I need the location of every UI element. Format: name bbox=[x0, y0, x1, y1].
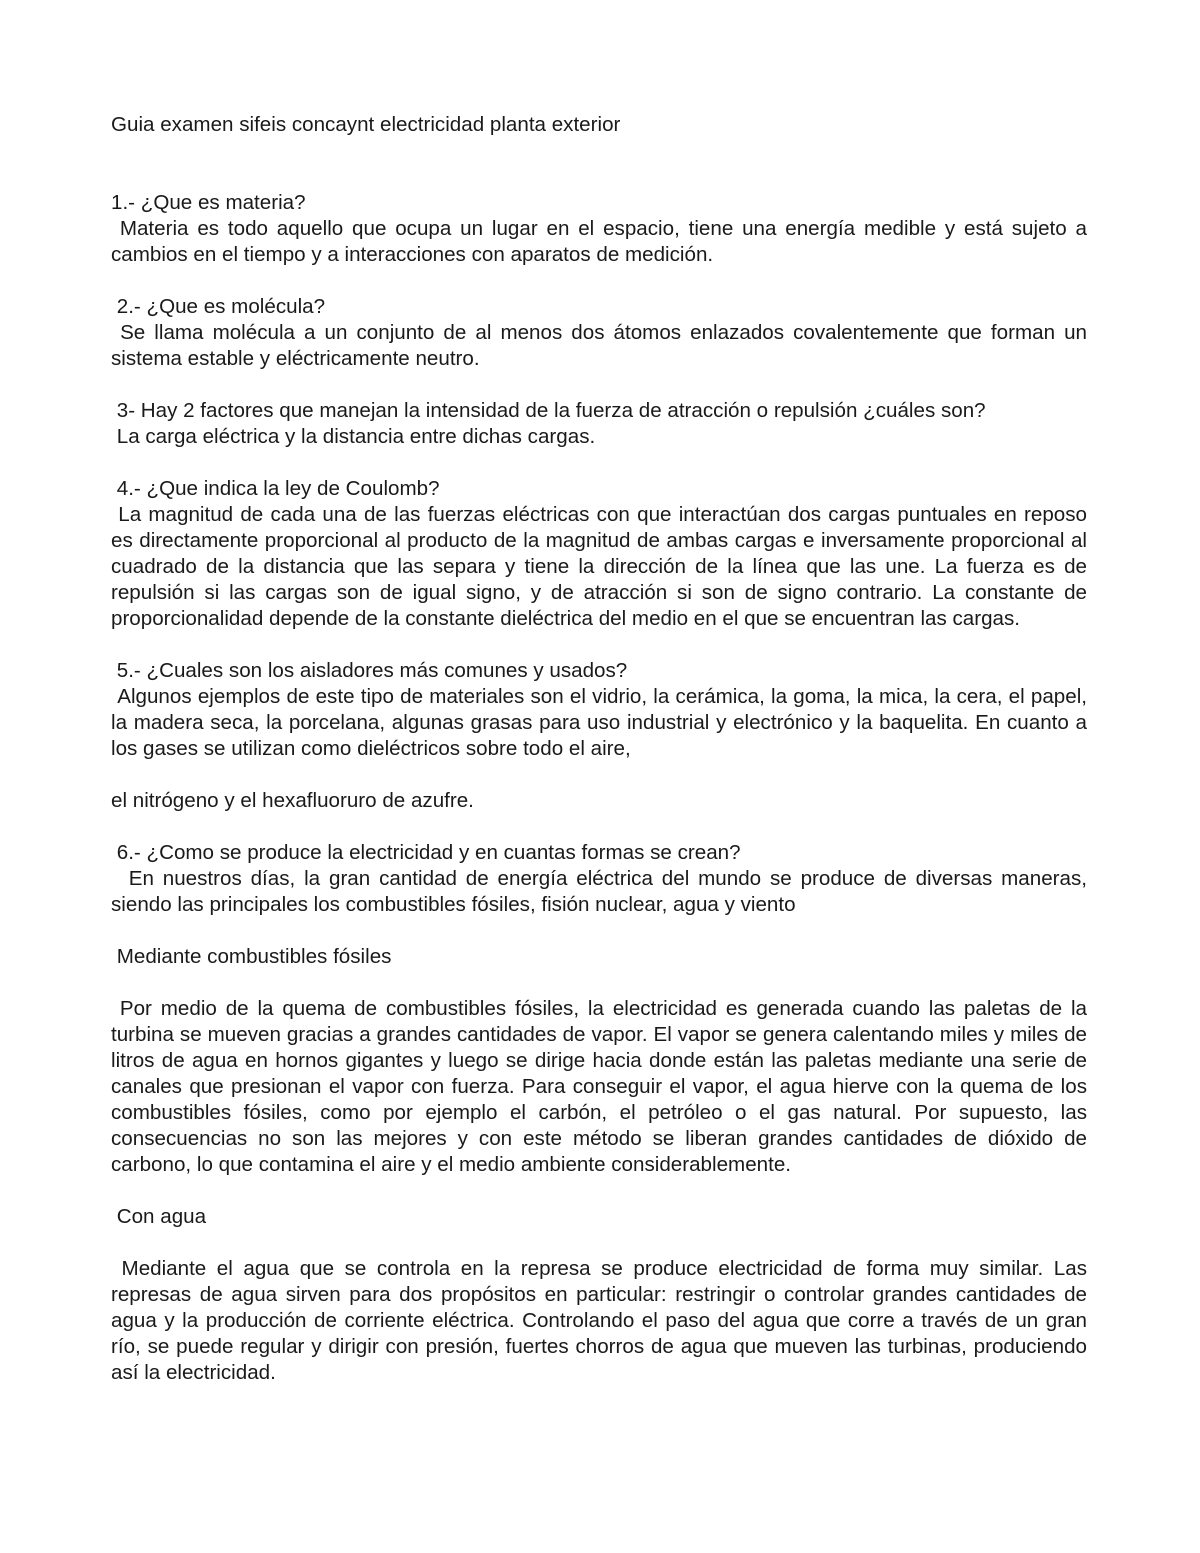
question-3-text: 3- Hay 2 factores que manejan la intensidad de la fuerza de atracción o repulsión ¿cuáles son? bbox=[111, 399, 986, 422]
question-2-text: 2.- ¿Que es molécula? bbox=[111, 295, 326, 318]
answer-4-text: La magnitud de cada una de las fuerzas eléctricas con que interactúan dos cargas puntuales en reposo es directamente proporcional al producto de la magnitud de ambas cargas e inversamente proporcional al cuadrado de la distancia que las separa y tiene la dirección de la línea que las une. La fuerza es de repulsión si las cargas son de igual signo, y de atracción si son de signo contrario. La constante de proporcionalidad depende de la constante dieléctrica del medio en el que se encuentran las cargas. bbox=[111, 503, 1093, 630]
question-4 bbox=[111, 476, 1093, 632]
document-page bbox=[111, 112, 1093, 1412]
answer-3-text: La carga eléctrica y la distancia entre dichas cargas. bbox=[111, 425, 596, 448]
question-4-text: 4.- ¿Que indica la ley de Coulomb? bbox=[111, 477, 440, 500]
answer-6-text: En nuestros días, la gran cantidad de energía eléctrica del mundo se produce de diversas maneras, siendo las principales los combustibles fósiles, fisión nuclear, agua y viento bbox=[111, 867, 1093, 916]
question-1 bbox=[111, 190, 1093, 268]
subsection-water-text: Mediante el agua que se controla en la represa se produce electricidad de forma muy similar. Las represas de agua sirven para dos propósitos en particular: restringir o controlar grandes cantidades de agua y la producción de corriente eléctrica. Controlando el paso del agua que corre a través de un gran río, se puede regular y dirigir con presión, fuertes chorros de agua que mueven las turbinas, produciendo así la electricidad. bbox=[111, 1257, 1093, 1384]
question-6-text: 6.- ¿Como se produce la electricidad y en cuantas formas se crean? bbox=[111, 841, 741, 864]
question-5-text: 5.- ¿Cuales son los aisladores más comunes y usados? bbox=[111, 659, 628, 682]
question-5 bbox=[111, 658, 1093, 762]
document-title: Guia examen sifeis concaynt electricidad planta exterior bbox=[111, 113, 621, 136]
subsection-fossil-text: Por medio de la quema de combustibles fósiles, la electricidad es generada cuando las paletas de la turbina se mueven gracias a grandes cantidades de vapor. El vapor se genera calentando miles y miles de litros de agua en hornos gigantes y luego se dirige hacia donde están las paletas mediante una serie de canales que presionan el vapor con fuerza. Para conseguir el vapor, el agua hierve con la quema de los combustibles fósiles, como por ejemplo el carbón, el petróleo o el gas natural. Por supuesto, las consecuencias no son las mejores y con este método se liberan grandes cantidades de dióxido de carbono, lo que contamina el aire y el medio ambiente considerablemente. bbox=[111, 997, 1093, 1176]
answer-5-text: Algunos ejemplos de este tipo de materiales son el vidrio, la cerámica, la goma, la mica, la cera, el papel, la madera seca, la porcelana, algunas grasas para uso industrial y electrónico y la baquelita. En cuanto a los gases se utilizan como dieléctricos sobre todo el aire, bbox=[111, 685, 1093, 760]
question-1-text: 1.- ¿Que es materia? bbox=[111, 191, 306, 214]
subsection-fossil-title: Mediante combustibles fósiles bbox=[111, 945, 392, 968]
answer-1-text: Materia es todo aquello que ocupa un lugar en el espacio, tiene una energía medible y está sujeto a cambios en el tiempo y a interacciones con aparatos de medición. bbox=[111, 217, 1093, 266]
subsection-water-title: Con agua bbox=[111, 1205, 207, 1228]
question-3 bbox=[111, 398, 1087, 450]
answer-2-text: Se llama molécula a un conjunto de al menos dos átomos enlazados covalentemente que forman un sistema estable y eléctricamente neutro. bbox=[111, 321, 1093, 370]
answer-5-continuation: el nitrógeno y el hexafluoruro de azufre. bbox=[111, 789, 474, 812]
question-6 bbox=[111, 840, 1093, 918]
question-2 bbox=[111, 294, 1093, 372]
